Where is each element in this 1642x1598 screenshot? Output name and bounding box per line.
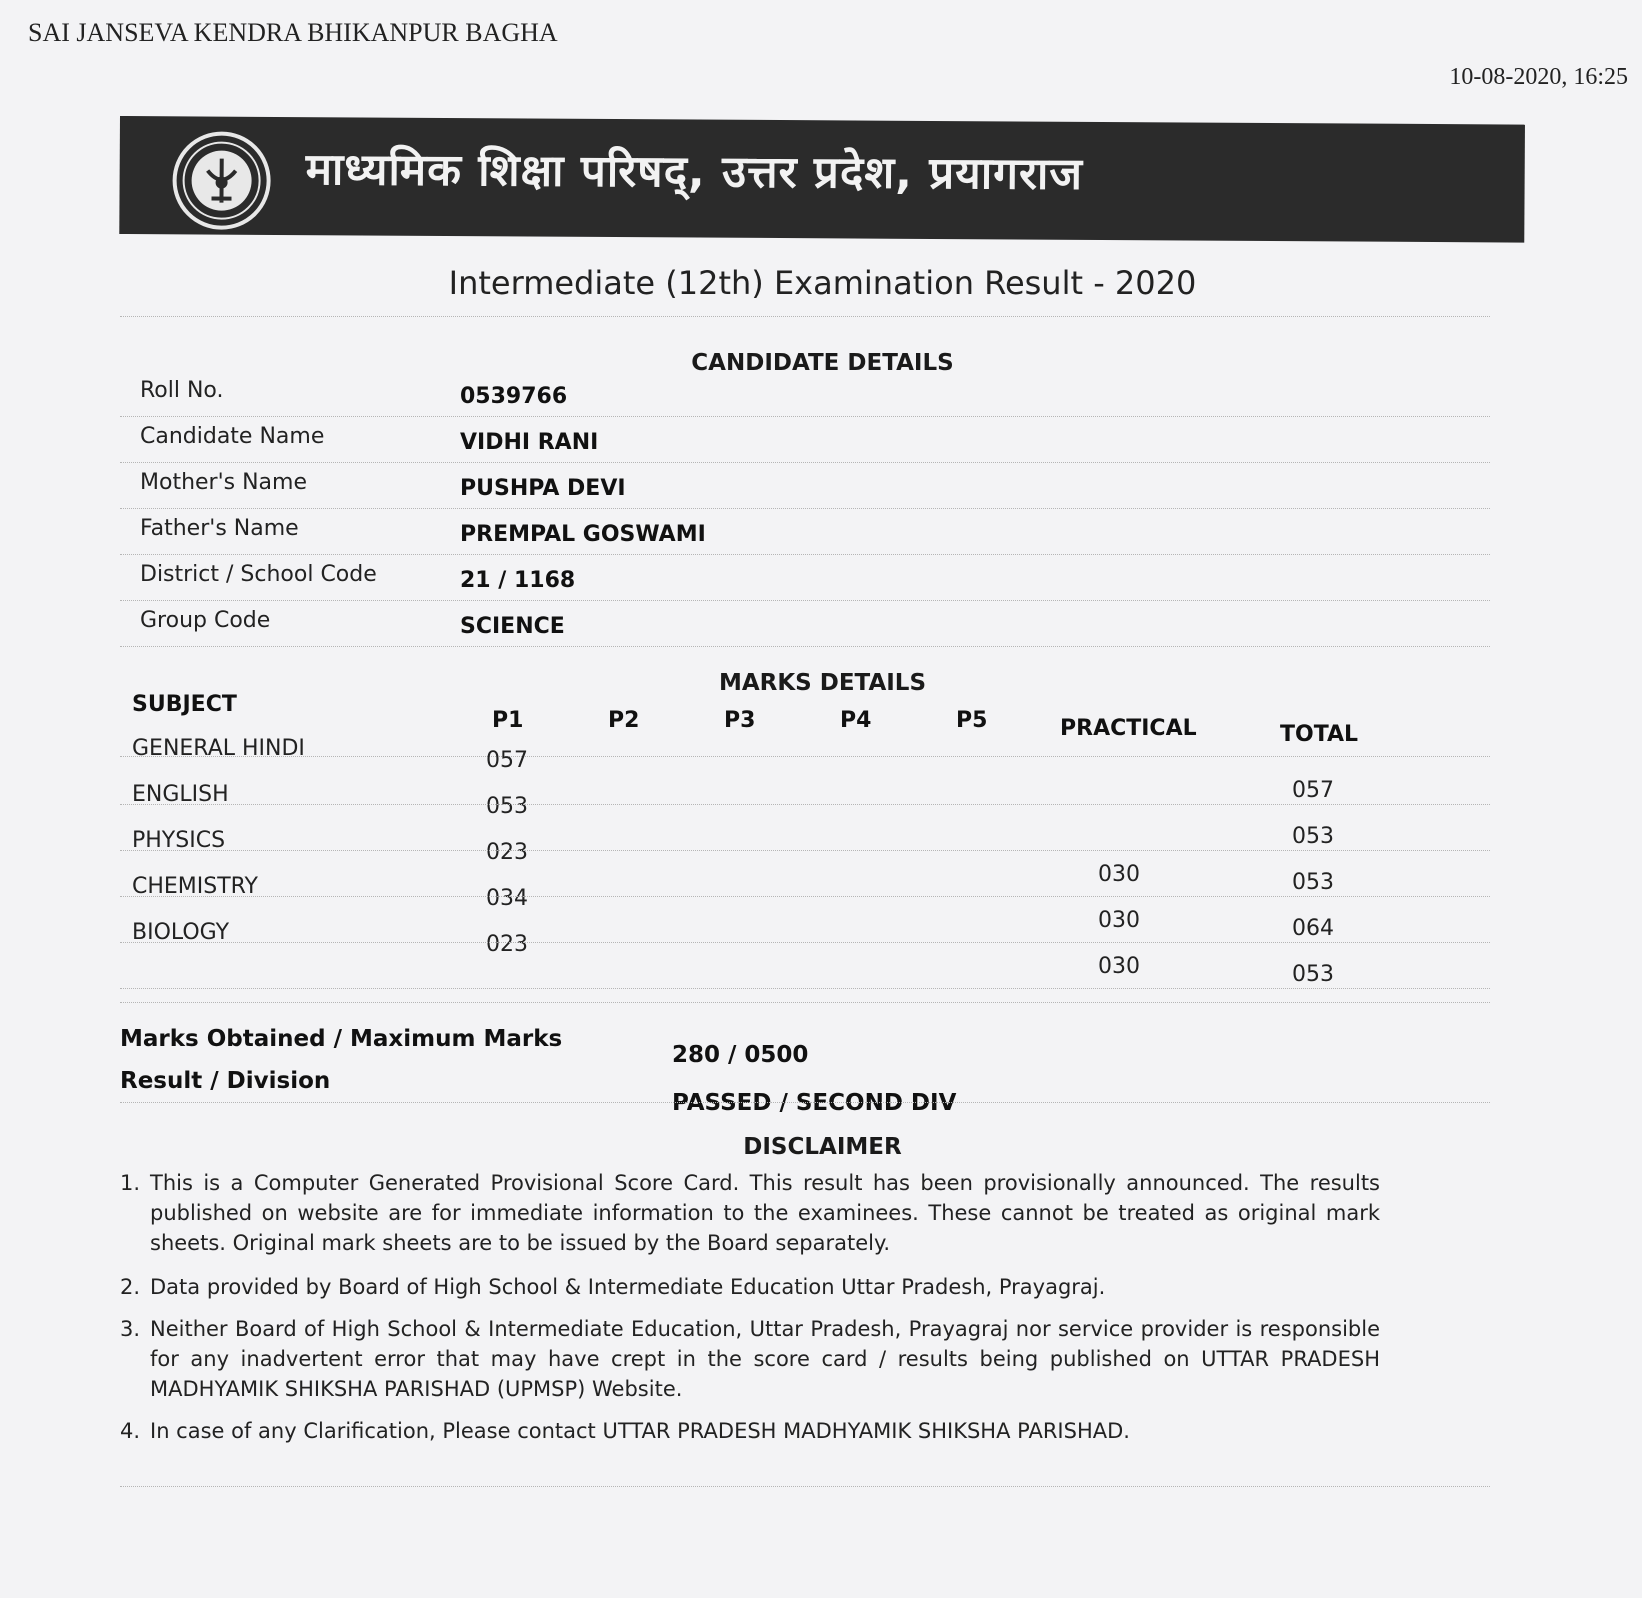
subject-name: CHEMISTRY <box>132 874 258 899</box>
practical-mark: 030 <box>1098 954 1140 979</box>
divider <box>120 988 1490 989</box>
total-mark: 057 <box>1292 778 1334 803</box>
field-value: VIDHI RANI <box>460 430 599 455</box>
col-header-practical: PRACTICAL <box>1060 716 1197 741</box>
total-mark: 053 <box>1292 824 1334 849</box>
divider <box>120 804 1490 805</box>
divider <box>120 756 1490 757</box>
disclaimer-number: 1. <box>120 1171 141 1195</box>
marks-details-heading: MARKS DETAILS <box>718 670 927 696</box>
disclaimer-number: 2. <box>120 1275 141 1299</box>
field-value: PUSHPA DEVI <box>460 476 626 501</box>
col-header-p2: P2 <box>608 708 640 733</box>
board-banner <box>119 116 1525 243</box>
practical-mark: 030 <box>1098 908 1140 933</box>
field-label: Group Code <box>140 608 271 633</box>
divider <box>120 1486 1490 1487</box>
field-mothers-name <box>120 464 1490 509</box>
subject-name: ENGLISH <box>132 782 229 807</box>
field-value: 21 / 1168 <box>460 568 576 593</box>
marks-obtained-value: 280 / 0500 <box>672 1042 809 1068</box>
disclaimer-item <box>120 1314 1490 1408</box>
disclaimer-heading: DISCLAIMER <box>743 1134 902 1160</box>
col-header-p5: P5 <box>956 708 988 733</box>
disclaimer-item <box>120 1416 1490 1450</box>
divider <box>120 942 1490 943</box>
disclaimer-text: This is a Computer Generated Provisional Score Card. This result has been provisionally announced. The results published on website are for immediate information to the examinees. These cannot be treated as original mark sheets. Original mark sheets are to be issued by the Board separately. <box>150 1171 1380 1255</box>
col-header-p1: P1 <box>492 708 524 733</box>
field-label: Father's Name <box>140 516 299 541</box>
result-division-value: PASSED / SECOND DIV <box>672 1090 957 1116</box>
field-candidate-name <box>120 418 1490 463</box>
p1-mark: 053 <box>486 794 528 819</box>
subject-name: PHYSICS <box>132 828 226 853</box>
field-label: Mother's Name <box>140 470 307 495</box>
field-fathers-name <box>120 510 1490 555</box>
print-center-name: SAI JANSEVA KENDRA BHIKANPUR BAGHA <box>28 18 558 47</box>
disclaimer-number: 4. <box>120 1419 141 1443</box>
total-mark: 053 <box>1292 962 1334 987</box>
p1-mark: 034 <box>486 886 528 911</box>
field-value: PREMPAL GOSWAMI <box>460 522 706 547</box>
total-mark: 053 <box>1292 870 1334 895</box>
divider <box>120 850 1490 851</box>
col-header-total: TOTAL <box>1280 722 1359 747</box>
board-seal-icon <box>171 130 272 231</box>
field-group-code <box>120 602 1490 647</box>
field-value: 0539766 <box>460 384 568 409</box>
total-mark: 064 <box>1292 916 1334 941</box>
field-label: Candidate Name <box>140 424 325 449</box>
subject-name: GENERAL HINDI <box>132 736 305 761</box>
result-sheet <box>120 116 1525 1598</box>
divider <box>120 896 1490 897</box>
p1-mark: 023 <box>486 840 528 865</box>
print-datetime: 10-08-2020, 16:25 <box>1449 64 1628 90</box>
candidate-details-heading: CANDIDATE DETAILS <box>691 350 954 376</box>
p1-mark: 023 <box>486 932 528 957</box>
marks-obtained-label: Marks Obtained / Maximum Marks <box>120 1026 563 1052</box>
p1-mark: 057 <box>486 748 528 773</box>
exam-title: Intermediate (12th) Examination Result - 2020 <box>448 264 1197 302</box>
col-header-p3: P3 <box>724 708 756 733</box>
subject-name: BIOLOGY <box>132 920 230 945</box>
field-district-school-code <box>120 556 1490 601</box>
divider <box>120 316 1490 317</box>
disclaimer-text: Neither Board of High School & Intermediate Education, Uttar Pradesh, Prayagraj nor service provider is responsible for any inadvertent error that may have crept in the score card / results being published on UTTAR PRADESH MADHYAMIK SHIKSHA PARISHAD (UPMSP) Website. <box>150 1317 1380 1401</box>
disclaimer-item <box>120 1168 1490 1262</box>
field-label: Roll No. <box>140 378 224 403</box>
disclaimer-number: 3. <box>120 1317 141 1341</box>
practical-mark: 030 <box>1098 862 1140 887</box>
disclaimer-text: Data provided by Board of High School & Intermediate Education Uttar Pradesh, Prayagraj. <box>150 1275 1106 1299</box>
field-label: District / School Code <box>140 562 377 587</box>
disclaimer-text: In case of any Clarification, Please contact UTTAR PRADESH MADHYAMIK SHIKSHA PARISHAD. <box>150 1419 1130 1443</box>
result-division-label: Result / Division <box>120 1068 331 1094</box>
field-roll-no <box>120 372 1490 417</box>
board-name-hindi: माध्यमिक शिक्षा परिषद्, उत्तर प्रदेश, प्रयागराज <box>305 144 1084 200</box>
disclaimer-item <box>120 1272 1490 1306</box>
field-value: SCIENCE <box>460 614 565 639</box>
col-header-subject: SUBJECT <box>132 692 237 717</box>
divider <box>120 1002 1490 1003</box>
col-header-p4: P4 <box>840 708 872 733</box>
divider <box>120 1102 1490 1103</box>
